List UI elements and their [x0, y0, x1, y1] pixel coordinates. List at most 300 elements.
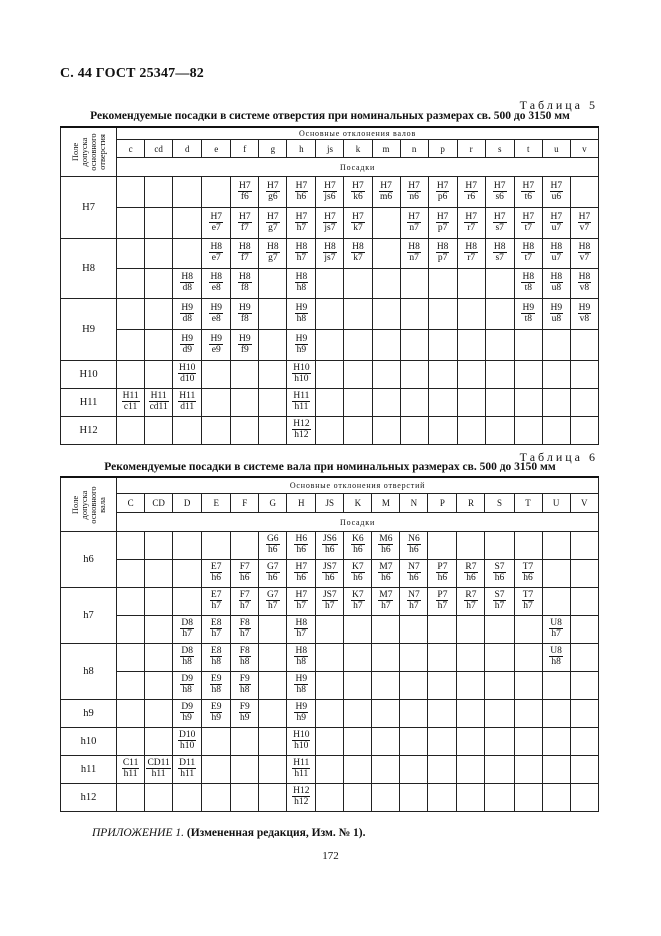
fit-hole: H8: [522, 242, 535, 252]
fit-shaft: f8: [240, 283, 249, 293]
fit-fraction: [295, 181, 309, 202]
empty-cell: [145, 361, 173, 389]
fit-fraction: [209, 242, 223, 263]
empty-cell: [202, 361, 231, 389]
fit-cell: [344, 560, 372, 588]
empty-cell: [202, 784, 231, 812]
fit-hole: H7: [238, 211, 251, 222]
fit-hole: D10: [178, 730, 196, 740]
fit-hole: H8: [295, 646, 308, 656]
fit-cell: [287, 756, 316, 784]
empty-cell: [145, 616, 173, 644]
empty-cell: [344, 417, 372, 445]
fit-hole: CD11: [147, 758, 170, 768]
fit-fraction: [464, 212, 478, 233]
fit-shaft: e8: [211, 283, 221, 293]
fit-shaft: k7: [353, 253, 363, 263]
empty-cell: [316, 700, 344, 728]
fit-fraction: [209, 303, 223, 324]
fit-cell: [145, 756, 173, 784]
fit-hole: N7: [408, 590, 420, 600]
fit-hole: D8: [181, 646, 193, 656]
empty-cell: [372, 644, 400, 672]
fit-hole: N7: [408, 562, 420, 572]
fit-cell: [202, 330, 231, 361]
fit-hole: H7: [238, 180, 251, 191]
empty-cell: [316, 269, 344, 299]
row-header: H7: [61, 177, 117, 239]
empty-cell: [117, 361, 145, 389]
table5: [60, 126, 599, 445]
empty-cell: [372, 208, 400, 239]
fit-shaft: h7: [296, 601, 307, 611]
empty-cell: [117, 588, 145, 616]
fit-shaft: p6: [437, 191, 448, 202]
fit-shaft: r7: [467, 222, 476, 233]
empty-cell: [117, 269, 145, 299]
fit-cell: [259, 560, 287, 588]
empty-cell: [485, 644, 514, 672]
fit-fraction: [493, 562, 505, 583]
fit-fraction: [294, 562, 308, 583]
empty-cell: [372, 299, 400, 330]
fit-shaft: h6: [268, 573, 278, 583]
fit-shaft: h6: [466, 573, 476, 583]
column-header: h: [287, 139, 316, 158]
fit-shaft: n7: [409, 222, 419, 233]
empty-cell: [457, 417, 485, 445]
fit-cell: [287, 208, 316, 239]
empty-cell: [145, 700, 173, 728]
header-row-group: [61, 477, 599, 493]
empty-cell: [542, 728, 570, 756]
column-header: m: [372, 139, 400, 158]
fit-shaft: h7: [296, 629, 307, 639]
fit-hole: H7: [324, 180, 336, 191]
fit-cell: [231, 644, 259, 672]
fit-fraction: [549, 618, 563, 639]
fit-fraction: [378, 590, 393, 611]
empty-cell: [173, 239, 202, 269]
empty-cell: [231, 728, 259, 756]
empty-cell: [514, 361, 542, 389]
column-header: JS: [316, 493, 344, 513]
column-header: k: [344, 139, 372, 158]
fit-fraction: [323, 242, 337, 263]
fit-hole: F8: [239, 646, 250, 656]
empty-cell: [542, 588, 570, 616]
column-header: r: [457, 139, 485, 158]
fit-hole: H8: [295, 272, 308, 282]
fit-shaft: u8: [551, 283, 562, 293]
fit-fraction: [493, 212, 507, 233]
fit-fraction: [239, 674, 251, 695]
empty-cell: [117, 177, 145, 208]
group-caption: Основные отклонения валов: [117, 127, 599, 139]
table-row: [61, 389, 599, 417]
column-header: s: [485, 139, 514, 158]
group-caption: Основные отклонения отверстий: [117, 477, 599, 493]
fit-cell: [259, 239, 287, 269]
fit-hole: H7: [522, 180, 535, 191]
empty-cell: [428, 616, 457, 644]
fit-hole: H7: [267, 180, 279, 191]
empty-cell: [372, 269, 400, 299]
fit-hole: H8: [408, 242, 420, 252]
empty-cell: [457, 756, 485, 784]
fit-cell: [231, 700, 259, 728]
table6-title: Рекомендуемые посадки в системе вала при номинальных размерах св. 500 до 3150 мм: [104, 461, 556, 473]
fit-fraction: [295, 242, 309, 263]
fit-shaft: u7: [551, 222, 562, 233]
empty-cell: [570, 560, 598, 588]
header-row-group: [61, 127, 599, 139]
fit-cell: [542, 177, 570, 208]
empty-cell: [145, 417, 173, 445]
fit-cell: [202, 644, 231, 672]
fit-cell: [372, 588, 400, 616]
empty-cell: [202, 417, 231, 445]
fit-cell: [287, 644, 316, 672]
fit-shaft: h11: [151, 769, 166, 779]
fit-fraction: [266, 562, 280, 583]
empty-cell: [145, 239, 173, 269]
fit-shaft: h6: [381, 545, 391, 555]
empty-cell: [145, 532, 173, 560]
fit-fraction: [292, 419, 310, 440]
empty-cell: [400, 672, 428, 700]
fit-cell: [287, 177, 316, 208]
empty-cell: [428, 644, 457, 672]
fit-fraction: [238, 242, 252, 263]
fit-shaft: t6: [524, 191, 532, 202]
fit-cell: [202, 700, 231, 728]
fit-fraction: [522, 562, 535, 583]
fit-fraction: [436, 181, 450, 202]
fit-shaft: f9: [240, 344, 249, 355]
fit-fraction: [209, 212, 223, 233]
fit-shaft: h8: [211, 657, 221, 667]
empty-cell: [457, 700, 485, 728]
fit-hole: H8: [238, 272, 251, 282]
fit-cell: [344, 177, 372, 208]
fit-hole: H7: [522, 211, 535, 222]
empty-cell: [344, 672, 372, 700]
fit-cell: [514, 588, 542, 616]
empty-cell: [542, 672, 570, 700]
fit-cell: [542, 644, 570, 672]
empty-cell: [428, 728, 457, 756]
fit-cell: [514, 208, 542, 239]
column-header: v: [570, 139, 598, 158]
fit-shaft: h7: [353, 601, 363, 611]
empty-cell: [372, 728, 400, 756]
table-row: [61, 728, 599, 756]
fit-shaft: v7: [579, 253, 590, 263]
fit-hole: E7: [210, 590, 222, 600]
fit-shaft: h6: [381, 573, 391, 583]
table-row: [61, 756, 599, 784]
empty-cell: [117, 784, 145, 812]
fit-cell: [400, 239, 428, 269]
fit-shaft: m6: [379, 191, 393, 202]
fit-fraction: [407, 212, 421, 233]
fit-shaft: h7: [494, 601, 505, 611]
fit-cell: [428, 177, 457, 208]
fit-hole: H12: [293, 786, 310, 796]
fit-cell: [173, 299, 202, 330]
fit-fraction: [407, 242, 421, 263]
column-header: K: [344, 493, 372, 513]
page-number: 172: [322, 850, 339, 862]
fit-shaft: h6: [409, 545, 419, 555]
fit-hole: S7: [494, 562, 505, 572]
fit-fraction: [266, 212, 280, 233]
empty-cell: [457, 330, 485, 361]
fit-fraction: [550, 272, 564, 293]
table-row: [61, 784, 599, 812]
fit-shaft: h7: [296, 253, 307, 263]
fit-hole: H9: [210, 302, 223, 313]
empty-cell: [117, 299, 145, 330]
fit-fraction: [266, 181, 280, 202]
empty-cell: [259, 700, 287, 728]
fit-shaft: h11: [294, 769, 309, 779]
fit-cell: [231, 330, 259, 361]
fit-fraction: [521, 242, 535, 263]
empty-cell: [372, 361, 400, 389]
table-row: [61, 361, 599, 389]
fit-hole: H7: [210, 211, 223, 222]
empty-cell: [117, 644, 145, 672]
fit-fraction: [493, 242, 507, 263]
empty-cell: [117, 239, 145, 269]
table-row: [61, 299, 599, 330]
fit-hole: E8: [210, 618, 222, 628]
empty-cell: [457, 389, 485, 417]
fit-shaft: h6: [325, 545, 335, 555]
empty-cell: [259, 756, 287, 784]
fit-cell: [202, 672, 231, 700]
fit-shaft: h6: [296, 545, 307, 555]
header-row-fits: [61, 158, 599, 177]
fit-fraction: [493, 181, 507, 202]
fit-shaft: h10: [294, 741, 309, 751]
fit-cell: [457, 560, 485, 588]
column-header: N: [400, 493, 428, 513]
fit-cell: [457, 208, 485, 239]
empty-cell: [117, 208, 145, 239]
fit-hole: E9: [210, 702, 222, 712]
fit-cell: [400, 588, 428, 616]
empty-cell: [428, 299, 457, 330]
fit-hole: H8: [465, 242, 477, 252]
fit-cell: [428, 239, 457, 269]
fit-fraction: [295, 212, 309, 233]
empty-cell: [570, 728, 598, 756]
fit-cell: [202, 588, 231, 616]
empty-cell: [117, 330, 145, 361]
empty-cell: [457, 616, 485, 644]
empty-cell: [514, 644, 542, 672]
fit-fraction: [210, 562, 223, 583]
empty-cell: [428, 389, 457, 417]
fit-shaft: h8: [211, 685, 221, 695]
fit-shaft: h9: [296, 713, 307, 723]
fit-cell: [287, 672, 316, 700]
row-header: h9: [61, 700, 117, 728]
fit-shaft: h10: [180, 741, 195, 751]
empty-cell: [428, 700, 457, 728]
empty-cell: [514, 616, 542, 644]
fit-fraction: [239, 702, 251, 723]
fit-hole: T7: [522, 562, 534, 572]
fit-fraction: [238, 181, 252, 202]
appendix-title: ПРИЛОЖЕНИЕ 1.: [92, 827, 184, 839]
fit-hole: H9: [295, 702, 308, 712]
fit-shaft: h11: [123, 769, 138, 779]
column-header: d: [173, 139, 202, 158]
fit-hole: F7: [239, 590, 250, 600]
fit-fraction: [266, 242, 280, 263]
fit-fraction: [464, 242, 478, 263]
empty-cell: [145, 588, 173, 616]
fit-hole: H9: [181, 302, 194, 313]
empty-cell: [231, 784, 259, 812]
fit-hole: H7: [408, 211, 420, 222]
column-header: R: [457, 493, 485, 513]
fit-hole: H7: [324, 211, 336, 222]
fit-shaft: h10: [294, 374, 309, 384]
fit-shaft: d9: [182, 344, 192, 355]
column-header: js: [316, 139, 344, 158]
fit-fraction: [239, 646, 251, 667]
fit-cell: [316, 208, 344, 239]
fit-shaft: js7: [324, 253, 336, 263]
empty-cell: [400, 269, 428, 299]
empty-cell: [542, 560, 570, 588]
fit-shaft: g6: [268, 191, 278, 202]
fit-hole: H8: [210, 242, 223, 252]
corner-header-text: Поле допуска основного отверстия: [69, 133, 107, 171]
empty-cell: [145, 330, 173, 361]
empty-cell: [542, 756, 570, 784]
fit-hole: H9: [238, 302, 251, 313]
fit-shaft: js7: [324, 222, 336, 233]
empty-cell: [145, 672, 173, 700]
fit-fraction: [436, 590, 448, 611]
empty-cell: [400, 784, 428, 812]
row-header: h12: [61, 784, 117, 812]
empty-cell: [259, 299, 287, 330]
empty-cell: [344, 299, 372, 330]
empty-cell: [570, 784, 598, 812]
fit-shaft: h6: [268, 545, 278, 555]
fit-shaft: h7: [296, 222, 307, 233]
empty-cell: [344, 644, 372, 672]
empty-cell: [542, 532, 570, 560]
fit-shaft: t8: [524, 283, 532, 293]
fit-cell: [287, 417, 316, 445]
fit-cell: [542, 208, 570, 239]
empty-cell: [231, 532, 259, 560]
fit-shaft: h8: [296, 657, 307, 667]
empty-cell: [316, 784, 344, 812]
fit-fraction: [322, 562, 338, 583]
fit-shaft: k7: [353, 222, 363, 233]
table-row: [61, 672, 599, 700]
fit-cell: [485, 588, 514, 616]
empty-cell: [400, 616, 428, 644]
fit-cell: [173, 330, 202, 361]
row-header: h6: [61, 532, 117, 588]
empty-cell: [259, 672, 287, 700]
fit-fraction: [378, 562, 393, 583]
fit-shaft: h7: [211, 629, 221, 639]
fit-hole: R7: [465, 590, 477, 600]
fit-hole: R7: [465, 562, 477, 572]
fit-cell: [514, 269, 542, 299]
fit-shaft: r7: [467, 253, 476, 263]
fit-hole: D9: [181, 674, 193, 684]
fit-hole: H7: [550, 211, 563, 222]
fit-shaft: u7: [551, 253, 562, 263]
fit-fraction: [292, 391, 310, 412]
fit-hole: E8: [210, 646, 222, 656]
fit-shaft: d10: [180, 374, 195, 384]
fit-cell: [231, 239, 259, 269]
fit-shaft: h9: [211, 713, 221, 723]
fit-hole: H9: [295, 302, 308, 313]
empty-cell: [344, 389, 372, 417]
empty-cell: [428, 756, 457, 784]
fit-cell: [231, 672, 259, 700]
fit-shaft: t8: [524, 313, 532, 324]
fit-shaft: h8: [239, 657, 250, 667]
row-header: H8: [61, 239, 117, 299]
fit-fraction: [578, 212, 592, 233]
empty-cell: [400, 389, 428, 417]
table-row: [61, 560, 599, 588]
fit-hole: H8: [493, 242, 506, 252]
column-header: F: [231, 493, 259, 513]
empty-cell: [400, 644, 428, 672]
fit-fraction: [122, 391, 140, 412]
fit-hole: H8: [550, 272, 563, 282]
fit-hole: T7: [522, 590, 534, 600]
table5-label: Таблица 5: [519, 98, 598, 112]
fit-fraction: [550, 181, 564, 202]
fit-fraction: [292, 758, 310, 779]
empty-cell: [485, 756, 514, 784]
empty-cell: [202, 177, 231, 208]
fit-cell: [202, 299, 231, 330]
row-header: H9: [61, 299, 117, 361]
fit-fraction: [180, 646, 194, 667]
fit-shaft: t7: [524, 253, 532, 263]
fit-shaft: h6: [296, 573, 307, 583]
fit-fraction: [294, 618, 308, 639]
fit-hole: H7: [493, 180, 506, 191]
fit-hole: N6: [408, 534, 420, 544]
fit-cell: [344, 208, 372, 239]
fit-hole: D8: [181, 618, 193, 628]
fit-fraction: [407, 590, 421, 611]
fit-shaft: h8: [182, 657, 192, 667]
fit-hole: H9: [578, 302, 591, 313]
fit-hole: H7: [578, 211, 591, 222]
empty-cell: [372, 389, 400, 417]
